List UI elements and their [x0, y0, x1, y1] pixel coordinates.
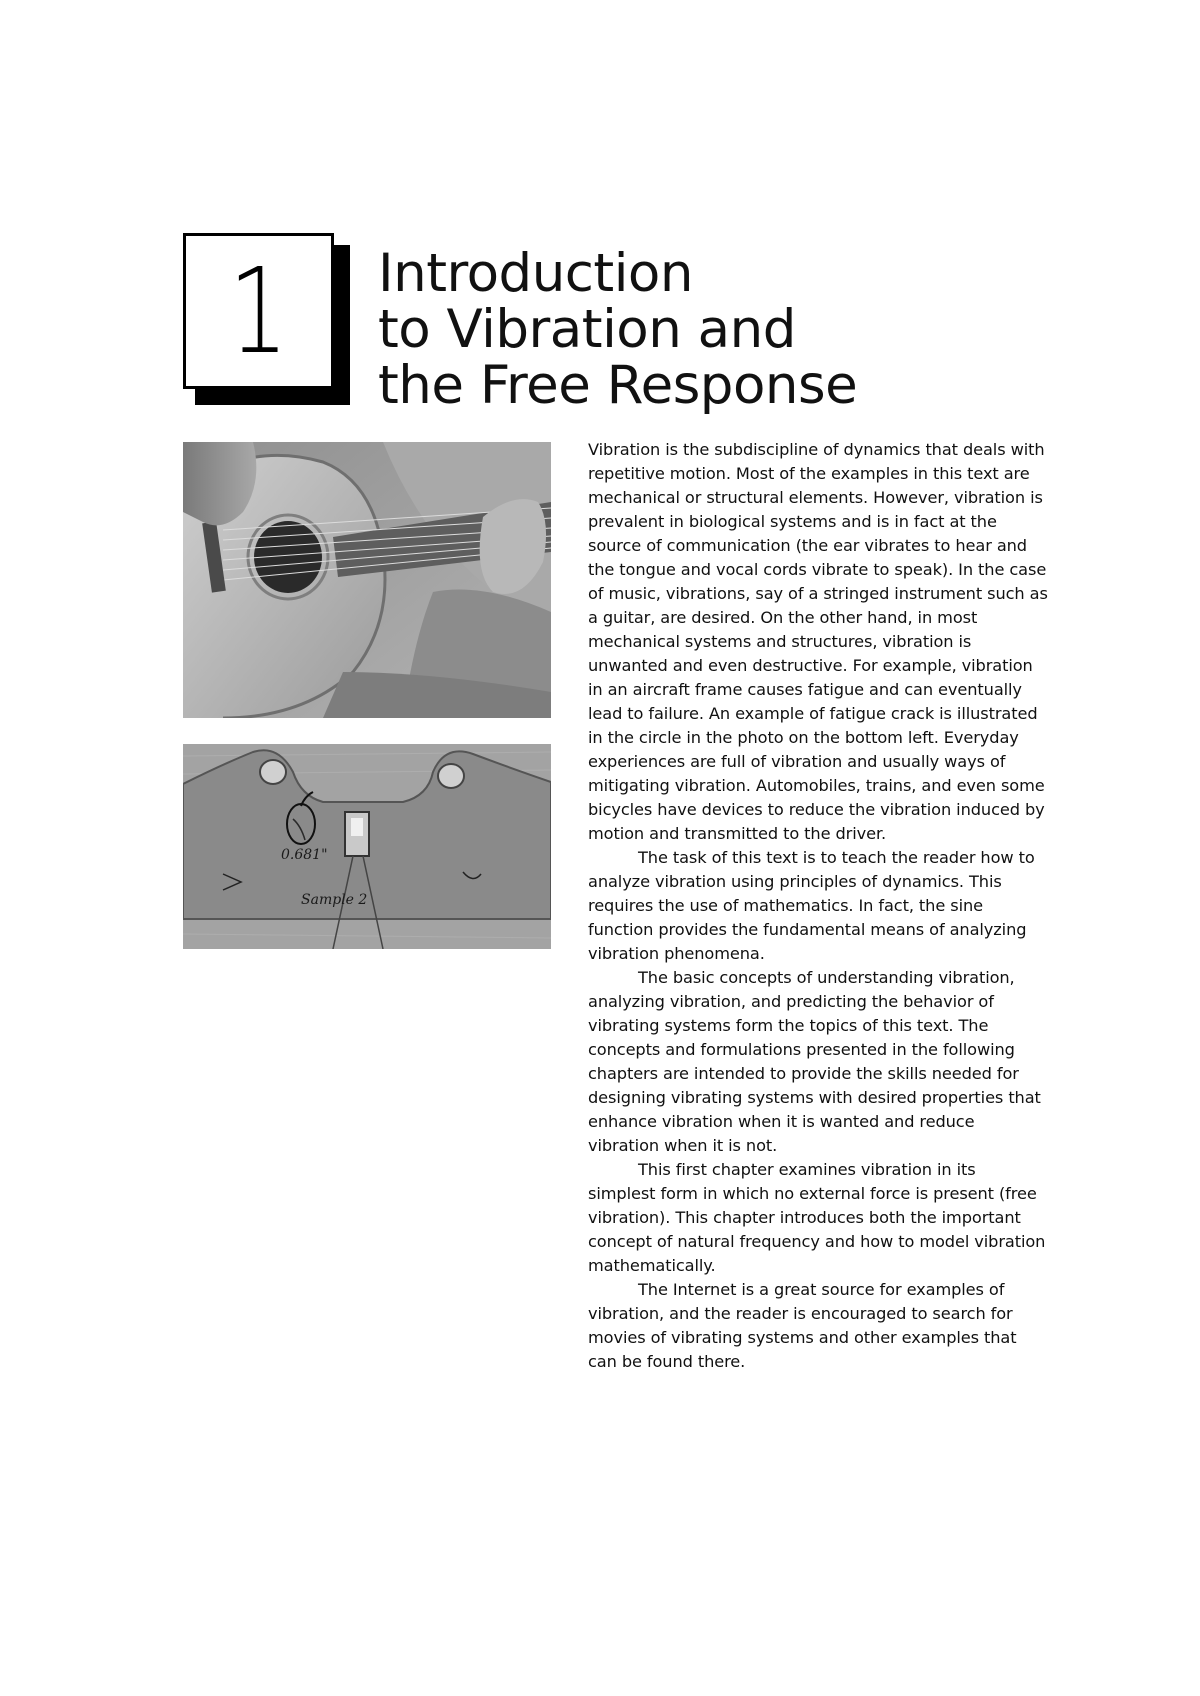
paragraph-4: This first chapter examines vibration in its simplest form in which no external force is present (free vibration). This chapter introduces both the important concept of natural frequency and how to model vibration mathematically. — [588, 1160, 1046, 1275]
paragraph-5: The Internet is a great source for examples of vibration, and the reader is encouraged to search for movies of vibrating systems and other examples that can be found there. — [588, 1280, 1017, 1371]
paragraph-2: The task of this text is to teach the reader how to analyze vibration using principles of dynamics. This requires the use of mathematics. In fact, the sine function provides the fundamental means of analyzing vibration phenomena. — [588, 848, 1035, 963]
fatigue-crack-photo — [183, 744, 551, 949]
guitar-photo — [183, 442, 551, 718]
chapter-title-line-3: the Free Response — [378, 355, 858, 416]
plate-illustration — [183, 744, 551, 949]
chapter-title-line-2: to Vibration and — [378, 299, 796, 360]
chapter-title-line-1: Introduction — [378, 243, 693, 304]
chapter-number-box — [183, 233, 334, 389]
handwriting-sample: Sample 2 — [301, 892, 368, 908]
handwriting-measure: 0.681" — [281, 847, 328, 863]
chapter-title — [378, 243, 1018, 416]
chapter-intro-text — [588, 438, 1048, 1374]
paragraph-3: The basic concepts of understanding vibration, analyzing vibration, and predicting the behavior of vibrating systems form the topics of this text. The concepts and formulations presented in the following chapters are intended to provide the skills needed for designing vibrating systems with desired properties that enhance vibration when it is wanted and reduce vibration when it is not. — [588, 968, 1041, 1155]
paragraph-1: Vibration is the subdiscipline of dynamics that deals with repetitive motion. Most of the examples in this text are mechanical or structural elements. However, vibration is prevalent in biological systems and is in fact at the source of communication (the ear vibrates to hear and the tongue and vocal cords vibrate to speak). In the case of music, vibrations, say of a stringed instrument such as a guitar, are desired. On the other hand, in most mechanical systems and structures, vibration is unwanted and even destructive. For example, vibration in an aircraft frame causes fatigue and can eventually lead to failure. An example of fatigue crack is illustrated in the circle in the photo on the bottom left. Everyday experiences are full of vibration and usually ways of mitigating vibration. Automobiles, trains, and even some bicycles have devices to reduce the vibration induced by motion and transmitted to the driver. — [588, 440, 1048, 843]
chapter-number: 1 — [228, 242, 289, 380]
guitar-illustration — [183, 442, 551, 718]
